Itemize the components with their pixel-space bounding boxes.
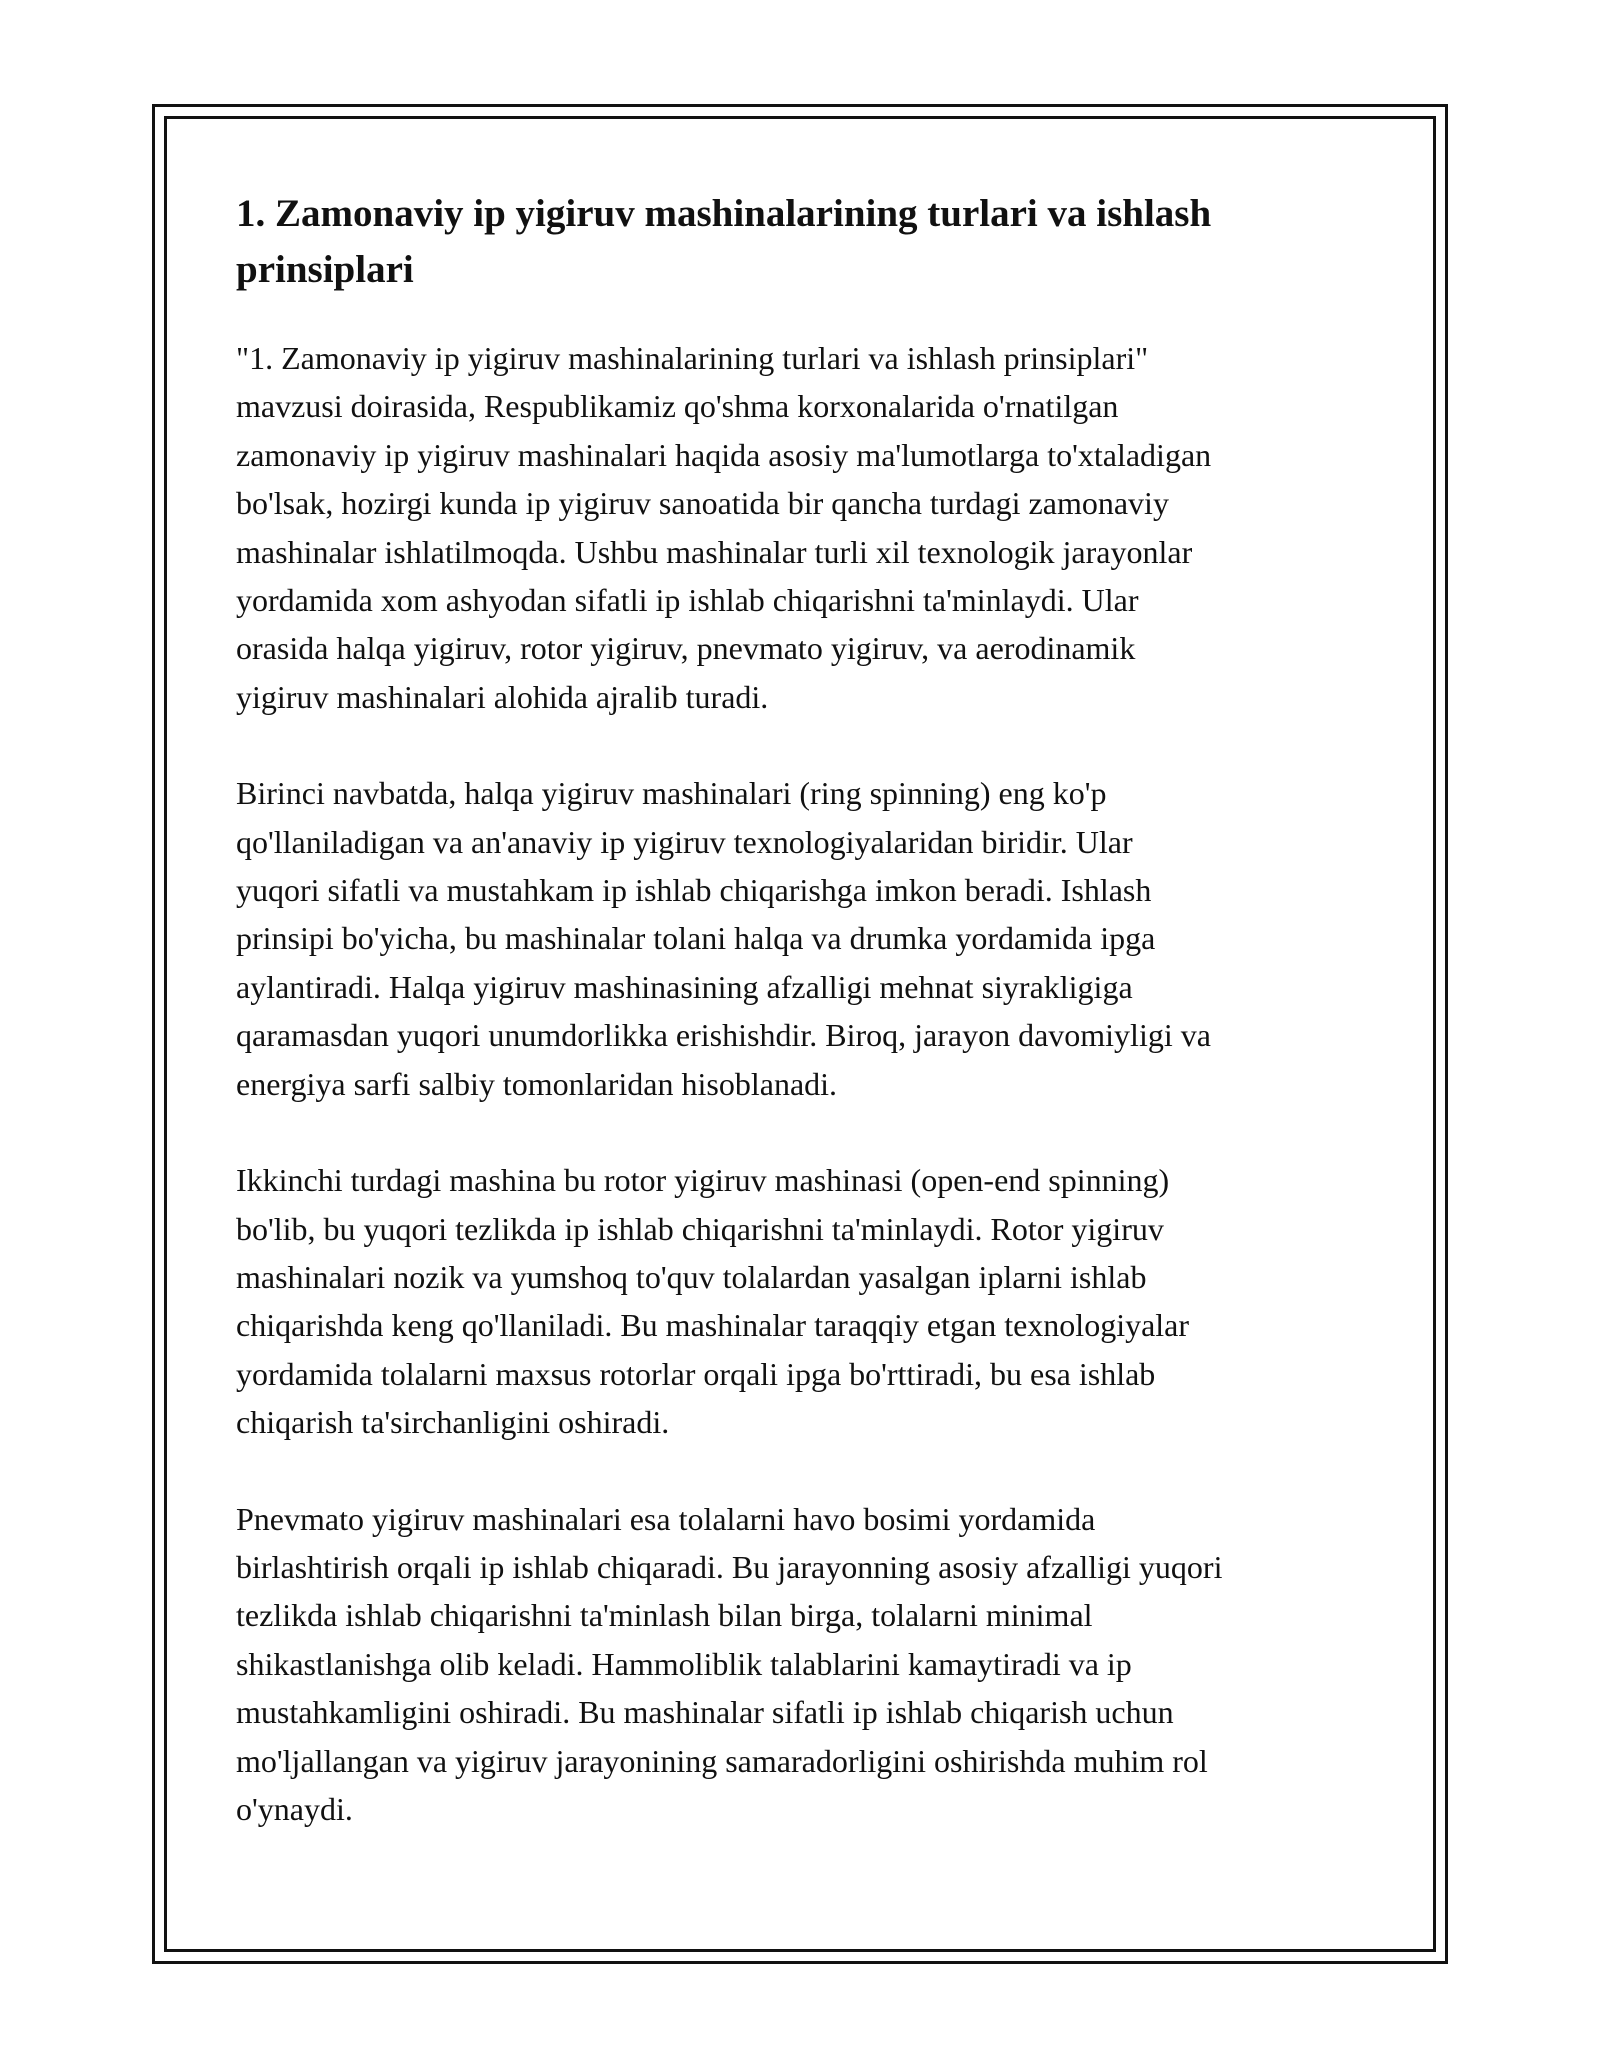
paragraph-rotor-spinning: Ikkinchi turdagi mashina bu rotor yigiruv mashinasi (open-end spinning) bo'lib, bu yuqori tezlikda ip ishlab chiqarishni ta'minlaydi. Rotor yigiruv mashinalari nozik va yumshoq to'quv tolalardan yasalgan iplarni ishlab chiqarishda keng qo'llaniladi. Bu mashinalar taraqqiy etgan texnologiyalar yordamida tolalarni maxsus rotorlar orqali ipga bo'rttiradi, bu esa ishlab chiqarish ta'sirchanligini oshiradi.	[236, 1162, 1190, 1441]
section-heading: 1. Zamonaviy ip yigiruv mashinalarining turlari va ishlash prinsiplari	[236, 192, 1212, 291]
paragraph-ring-spinning: Birinci navbatda, halqa yigiruv mashinalari (ring spinning) eng ko'p qo'llaniladigan va an'anaviy ip yigiruv texnologiyalaridan biridir. Ular yuqori sifatli va mustahkam ip ishlab chiqarishga imkon beradi. Ishlash prinsipi bo'yicha, bu mashinalar tolani halqa va drumka yordamida ipga aylantiradi. Halqa yigiruv mashinasining afzalligi mehnat siyrakligiga qaramasdan yuqori unumdorlikka erishishdir. Biroq, jarayon davomiyligi va energiya sarfi salbiy tomonlaridan hisoblanadi.	[236, 775, 1211, 1102]
document-body	[236, 186, 1372, 1881]
paragraph-pneumatic-spinning: Pnevmato yigiruv mashinalari esa tolalarni havo bosimi yordamida birlashtirish orqali ip ishlab chiqaradi. Bu jarayonning asosiy afzalligi yuqori tezlikda ishlab chiqarishni ta'minlash bilan birga, tolalarni minimal shikastlanishga olib keladi. Hammoliblik talablarini kamaytiradi va ip mustahkamligini oshiradi. Bu mashinalar sifatli ip ishlab chiqarish uchun mo'ljallangan va yigiruv jarayonining samaradorligini oshirishda muhim rol o'ynaydi.	[236, 1500, 1223, 1827]
paragraph-intro: "1. Zamonaviy ip yigiruv mashinalarining turlari va ishlash prinsiplari" mavzusi doirasida, Respublikamiz qo'shma korxonalarida o'rnatilgan zamonaviy ip yigiruv mashinalari haqida asosiy ma'lumotlarga to'xtaladigan bo'lsak, hozirgi kunda ip yigiruv sanoatida bir qancha turdagi zamonaviy mashinalar ishlatilmoqda. Ushbu mashinalar turli xil texnologik jarayonlar yordamida xom ashyodan sifatli ip ishlab chiqarishni ta'minlaydi. Ular orasida halqa yigiruv, rotor yigiruv, pnevmato yigiruv, va aerodinamik yigiruv mashinalari alohida ajralib turadi.	[236, 340, 1212, 715]
